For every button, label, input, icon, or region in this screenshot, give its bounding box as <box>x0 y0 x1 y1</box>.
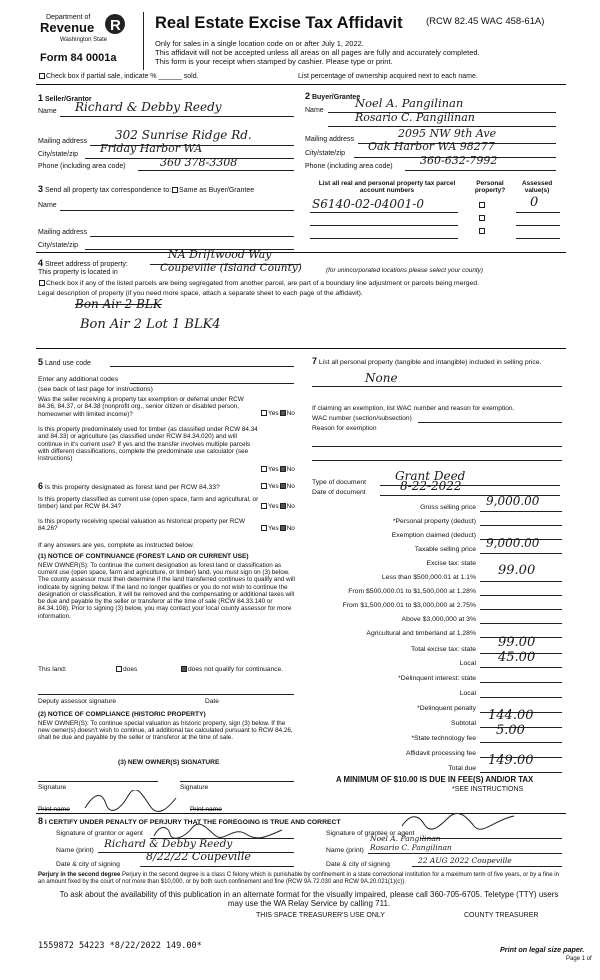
parcel-number-field[interactable]: S6140-02-04001-0 <box>312 197 425 211</box>
line <box>312 386 562 387</box>
print-name-label: Print name <box>190 806 222 813</box>
signature-label: Signature <box>180 784 209 791</box>
line <box>310 238 458 239</box>
delinquent-interest-label: *Delinquent interest: state <box>398 675 476 682</box>
continuance-text: NEW OWNER(S): To continue the current designation as forest land or classification as current use (open space, farm and agriculture, or timber) land, you must sign on (3) below. The county assessor must then determine if the land transferred continues to qualify and will indicate by signing below. If the land no longer qualifies or you do not wish to continue the designation or classification, it will be removed and the compensating or additional taxes will be due and payable by the seller or transferor at the time of sale (RCW 84.33.140 or 84.34.108). Prior to signing (3) below, you may contact your local county assessor for more information. <box>38 562 295 620</box>
excise-state-label: Excise tax: state <box>426 560 476 567</box>
buyer-phone-field[interactable]: 360-632-7992 <box>420 154 498 167</box>
seller-name-field[interactable]: Richard & Debby Reedy <box>75 100 222 114</box>
q2-answer[interactable]: Yes No <box>260 466 295 473</box>
personal-property-header: Personal property? <box>474 180 506 195</box>
grantee-date-label: Date & city of signing <box>326 861 390 868</box>
form-number: Form 84 0001a <box>40 52 117 64</box>
buyer-mailing-label: Mailing address <box>305 136 355 143</box>
perjury-text: Perjury in the second degree Perjury in the second degree is a class C felony which is punishable by confinement in a state correctional institution for a maximum term of five years, or by a fine in an amount fixed by the court of not more than $10,000, or by both such confinement and fine (RCW 9A.72.030 and RCW 9A.20.021(1)(c)). <box>38 872 559 885</box>
county-treasurer-label: COUNTY TREASURER <box>464 912 539 919</box>
see-back-note: (see back of last page for instructions) <box>38 386 153 393</box>
local-field[interactable]: 45.00 <box>498 650 536 665</box>
signature-label: Signature <box>38 784 67 791</box>
line <box>90 236 294 237</box>
divider <box>36 84 566 85</box>
notice-line: This affidavit will not be accepted unless all areas on all pages are fully and accurately completed. <box>155 48 480 57</box>
logo-state: Washington State <box>60 37 108 43</box>
line <box>60 210 294 211</box>
line <box>310 212 458 213</box>
personal-checkbox[interactable] <box>478 215 486 222</box>
gross-field[interactable]: 9,000.00 <box>486 494 540 508</box>
section7-text: List all personal property (tangible and intangible) included in selling price. <box>318 359 542 366</box>
line <box>480 772 562 773</box>
segregated-label: Check box if any of the listed parcels are being segregated from another parcel, are part of a boundary line adjustment or parcels being merged. <box>46 280 479 287</box>
if-any-text: If any answers are yes, complete as instructed below. <box>38 542 195 549</box>
print-name-label: Print name <box>38 806 70 813</box>
treasurer-space-label: THIS SPACE TREASURER'S USE ONLY <box>256 912 385 919</box>
compliance-heading: (2) NOTICE OF COMPLIANCE (HISTORIC PROPERTY) <box>38 711 206 718</box>
buyer-mailing-field[interactable]: 2095 NW 9th Ave <box>398 127 497 140</box>
grantor-date-label: Date & city of signing <box>56 861 120 868</box>
total-due-field[interactable]: 149.00 <box>488 753 534 768</box>
section-number: 7 <box>312 356 318 366</box>
local-label: Local <box>459 660 476 667</box>
svg-text:R: R <box>110 17 121 34</box>
seller-mailing-field[interactable]: 302 Sunrise Ridge Rd. <box>115 128 252 142</box>
subtotal-label: Subtotal <box>451 720 476 727</box>
buyer-phone-label: Phone (including area code) <box>305 163 393 170</box>
doc-date-field[interactable]: 8-22-2022 <box>400 479 462 493</box>
deputy-date-label: Date <box>205 698 219 705</box>
segregated-checkbox[interactable] <box>39 280 45 286</box>
form-rcw: (RCW 82.45 WAC 458-61A) <box>426 16 545 27</box>
same-as-buyer-label: Same as Buyer/Grantee <box>179 187 255 194</box>
new-owner-signature-mark <box>80 790 180 812</box>
land-use-label: Land use code <box>44 360 91 367</box>
total-state-field[interactable]: 99.00 <box>498 635 536 650</box>
seller-city-label: City/state/zip <box>38 151 79 158</box>
rate-1-field[interactable]: 99.00 <box>498 563 536 578</box>
personal-checkbox[interactable] <box>478 202 486 209</box>
grantee-signature-label: Signature of grantee or agent <box>326 830 415 837</box>
legal-struck-text: Bon Air 2 BLK <box>75 297 162 311</box>
tech-fee-label: *State technology fee <box>411 735 476 742</box>
does-qualify-checkbox[interactable]: does <box>115 666 137 674</box>
continuance-heading: (1) NOTICE OF CONTINUANCE (FOREST LAND OR CURRENT USE) <box>38 553 249 560</box>
section3-text: Send all property tax correspondence to: <box>44 187 172 194</box>
wac-field[interactable] <box>418 422 562 423</box>
notice-line: This form is your receipt when stamped by cashier. Please type or print. <box>155 57 393 66</box>
compliance-text: NEW OWNER(S): To continue special valuation as historic property, sign (3) below. If the new owner(s) doesn't wish to continue, all additional tax calculated pursuant to RCW 84.26, shall be due and payable by the seller or transferor at the time of sale. <box>38 720 293 742</box>
divider <box>36 252 566 253</box>
q2-text: Is this property predominately used for timber (as classified under RCW 84.34 and 84.33) or agriculture (as classified under RCW 84.34.020) and will continue in it's current use? If yes and the transfer involves multiple parcels with different classifications, complete the predominate use calculator (see instructions) <box>38 426 258 463</box>
line <box>368 853 562 854</box>
s6-q3-answer[interactable]: Yes No <box>260 525 295 532</box>
form-title: Real Estate Excise Tax Affidavit <box>155 14 403 32</box>
header-divider <box>143 12 144 70</box>
personal-checkbox[interactable] <box>478 228 486 235</box>
grantee-name-field[interactable]: Noel A. Pangilinan <box>370 834 441 843</box>
rate-3-label: From $1,500,000.01 to $3,000,000 at 2.75% <box>342 602 476 609</box>
grantee-signature-field[interactable] <box>420 838 562 839</box>
section3-mailing-label: Mailing address <box>38 229 88 236</box>
seller-mailing-label: Mailing address <box>38 138 88 145</box>
section3-name-label: Name <box>38 202 57 209</box>
tech-fee-field[interactable]: 5.00 <box>496 723 525 738</box>
rate-2-field[interactable] <box>480 595 562 596</box>
cashier-stamp: 1559872 54223 *8/22/2022 149.00* <box>38 941 202 951</box>
assessed-value-field[interactable]: 0 <box>530 195 539 210</box>
see-instructions: *SEE INSTRUCTIONS <box>452 786 524 793</box>
page-number: Page 1 of <box>566 956 592 962</box>
line <box>480 742 562 743</box>
delinquent-penalty-label: *Delinquent penalty <box>417 705 476 712</box>
personal-deduct-label: *Personal property (deduct) <box>392 518 476 525</box>
doc-type-label: Type of document <box>312 479 367 486</box>
seller-phone-field[interactable]: 360 378-3308 <box>160 156 238 169</box>
street-address-field[interactable]: NA Driftwood Way <box>168 248 272 261</box>
personal-property-field[interactable]: None <box>365 371 398 385</box>
buyer-city-field[interactable]: Oak Harbor WA 98277 <box>368 140 495 153</box>
q1-answer[interactable]: Yes No <box>260 410 295 417</box>
section-number: 1 <box>38 93 44 103</box>
line <box>412 866 562 867</box>
grantee-date-field[interactable]: 22 AUG 2022 Coupeville <box>418 856 512 865</box>
same-as-buyer-checkbox[interactable] <box>172 187 178 193</box>
total-state-label: Total excise tax: state <box>411 646 476 653</box>
line <box>138 170 294 171</box>
located-field[interactable]: Coupeville (Island County) <box>160 262 302 274</box>
taxable-label: Taxable selling price <box>414 546 476 553</box>
s6-q1-text: Is this property designated as forest land per RCW 84.33? <box>44 484 220 491</box>
partial-sale-row: Check box if partial sale, indicate % ______ sold. <box>38 73 199 81</box>
new-owner-heading: (3) NEW OWNER(S) SIGNATURE <box>118 759 220 766</box>
buyer-city-label: City/state/zip <box>305 150 346 157</box>
certify-text: I CERTIFY UNDER PENALTY OF PERJURY THAT THE FOREGOING IS TRUE AND CORRECT <box>44 819 341 826</box>
accessibility-notice: To ask about the availability of this publication in an alternate format for the visually impaired, please call 360-705-6705. Teletype (TTY) users may use the WA Relay Service by calling 711. <box>59 890 559 909</box>
s6-q1-answer[interactable]: Yes No <box>260 483 295 490</box>
land-use-field[interactable] <box>110 366 294 367</box>
additional-codes-field[interactable] <box>130 383 294 384</box>
legal-description-field[interactable]: Bon Air 2 Lot 1 BLK4 <box>80 317 221 332</box>
total-due-label: Total due <box>448 765 476 772</box>
line <box>310 225 458 226</box>
rate-4-field[interactable] <box>480 623 562 624</box>
doc-date-label: Date of document <box>312 489 366 496</box>
street-label: Street address of property: <box>44 261 128 268</box>
logo-r-icon <box>104 12 126 36</box>
parcel-header: List all real and personal property tax parcel account numbers <box>318 180 456 195</box>
s6-q2-answer[interactable]: Yes No <box>260 503 295 510</box>
line <box>312 460 562 461</box>
legal-label: Legal description of property (if you need more space, attach a separate sheet to each page of the affidavit). <box>38 290 363 297</box>
line <box>516 212 560 213</box>
buyer-name-field-2[interactable]: Rosario C. Pangilinan <box>355 111 475 124</box>
buyer-heading: Buyer/Grantee <box>311 94 361 101</box>
logo-revenue: Revenue <box>40 20 95 35</box>
line <box>480 553 562 554</box>
grantor-date-field[interactable]: 8/22/22 Coupeville <box>146 850 251 863</box>
deputy-signature-field[interactable] <box>38 694 294 695</box>
delinquent-local-label: Local <box>459 690 476 697</box>
notice-line: Only for sales in a single location code on or after July 1, 2022. <box>155 39 364 48</box>
grantor-signature-label: Signature of grantor or agent <box>56 830 143 837</box>
additional-codes-label: Enter any additional codes <box>38 376 119 383</box>
new-owner-signature-field[interactable] <box>38 781 158 782</box>
section-number: 5 <box>38 357 44 367</box>
section-number: 8 <box>38 816 44 826</box>
does-not-qualify-checkbox[interactable]: does not qualify for continuance. <box>180 666 296 674</box>
personal-deduct-field[interactable] <box>480 525 562 526</box>
grantee-name-label: Name (print) <box>326 847 364 854</box>
delinquent-local-field[interactable] <box>480 697 562 698</box>
line <box>60 116 294 117</box>
buyer-name-field[interactable]: Noel A. Pangilinan <box>355 96 464 110</box>
line <box>516 238 560 239</box>
buyer-name-label: Name <box>305 107 324 114</box>
rate-1-label: Less than $500,000.01 at 1.1% <box>381 574 476 581</box>
new-owner-signature-field-2[interactable] <box>180 781 294 782</box>
line <box>480 511 562 512</box>
rate-4-label: Above $3,000,000 at 3% <box>401 616 476 623</box>
section-number: 4 <box>38 258 44 268</box>
seller-phone-label: Phone (including area code) <box>38 163 126 170</box>
reason-label: Reason for exemption <box>312 425 377 432</box>
grantor-name-field[interactable]: Richard & Debby Reedy <box>104 838 233 850</box>
grantee-name-field-2[interactable]: Rosario C. Pangilinan <box>370 843 452 852</box>
minimum-notice: A MINIMUM OF $10.00 IS DUE IN FEE(S) AND/OR TAX <box>336 775 534 784</box>
logo-department: Department of <box>46 14 91 21</box>
section-number: 2 <box>305 91 311 101</box>
q1-text: Was the seller receiving a property tax exemption or deferral under RCW 84.36, 84.37, or 84.38 (nonprofit org., senior citizen or disabled person, homeowner with limited income)? <box>38 396 244 418</box>
seller-heading: Seller/Grantor <box>44 96 92 103</box>
subtotal-field[interactable]: 144.00 <box>488 708 534 723</box>
taxable-field[interactable]: 9,000.00 <box>486 536 540 550</box>
delinquent-interest-field[interactable] <box>480 682 562 683</box>
line <box>516 225 560 226</box>
line <box>480 667 562 668</box>
grantor-name-label: Name (print) <box>56 847 94 854</box>
line <box>140 866 294 867</box>
section3-city-label: City/state/zip <box>38 242 79 249</box>
located-label: This property is located in <box>38 269 118 276</box>
reason-field[interactable] <box>312 446 562 447</box>
gross-label: Gross selling price <box>420 504 476 511</box>
seller-name-label: Name <box>38 108 57 115</box>
line <box>480 581 562 582</box>
s6-q3-text: Is this property receiving special valuation as historical property per RCW 84.26? <box>38 518 246 533</box>
rate-3-field[interactable] <box>480 609 562 610</box>
this-land-label: This land: <box>38 666 67 673</box>
affidavit-fee-label: Affidavit processing fee <box>405 750 476 757</box>
exemption-label: If claiming an exemption, list WAC number and reason for exemption. <box>312 405 515 412</box>
located-note: (for unincorporated locations please select your county) <box>326 267 484 274</box>
section-number: 6 <box>38 481 44 491</box>
section-number: 3 <box>38 184 44 194</box>
exemption-deduct-label: Exemption claimed (deduct) <box>391 532 476 539</box>
ownership-note: List percentage of ownership acquired next to each name. <box>298 73 478 80</box>
wac-label: WAC number (section/subsection) <box>312 415 412 422</box>
deputy-label: Deputy assessor signature <box>38 698 117 705</box>
partial-sale-checkbox[interactable] <box>39 73 45 79</box>
grantee-signature-mark <box>398 810 518 832</box>
assessed-value-header: Assessed value(s) <box>521 180 553 195</box>
seller-city-field[interactable]: Friday Harbor WA <box>100 142 203 155</box>
s6-q2-text: Is this property classified as current use (open space, farm and agricultural, or timber) land per RCW 84.34? <box>38 496 259 511</box>
rate-2-label: From $500,000.01 to $1,500,000 at 1.28% <box>348 588 476 595</box>
divider <box>36 348 566 349</box>
rate-5-label: Agricultural and timberland at 1.28% <box>366 630 476 637</box>
legal-paper-note: Print on legal size paper. <box>500 945 585 954</box>
doc-type-field[interactable]: Grant Deed <box>395 469 466 483</box>
line <box>405 170 556 171</box>
